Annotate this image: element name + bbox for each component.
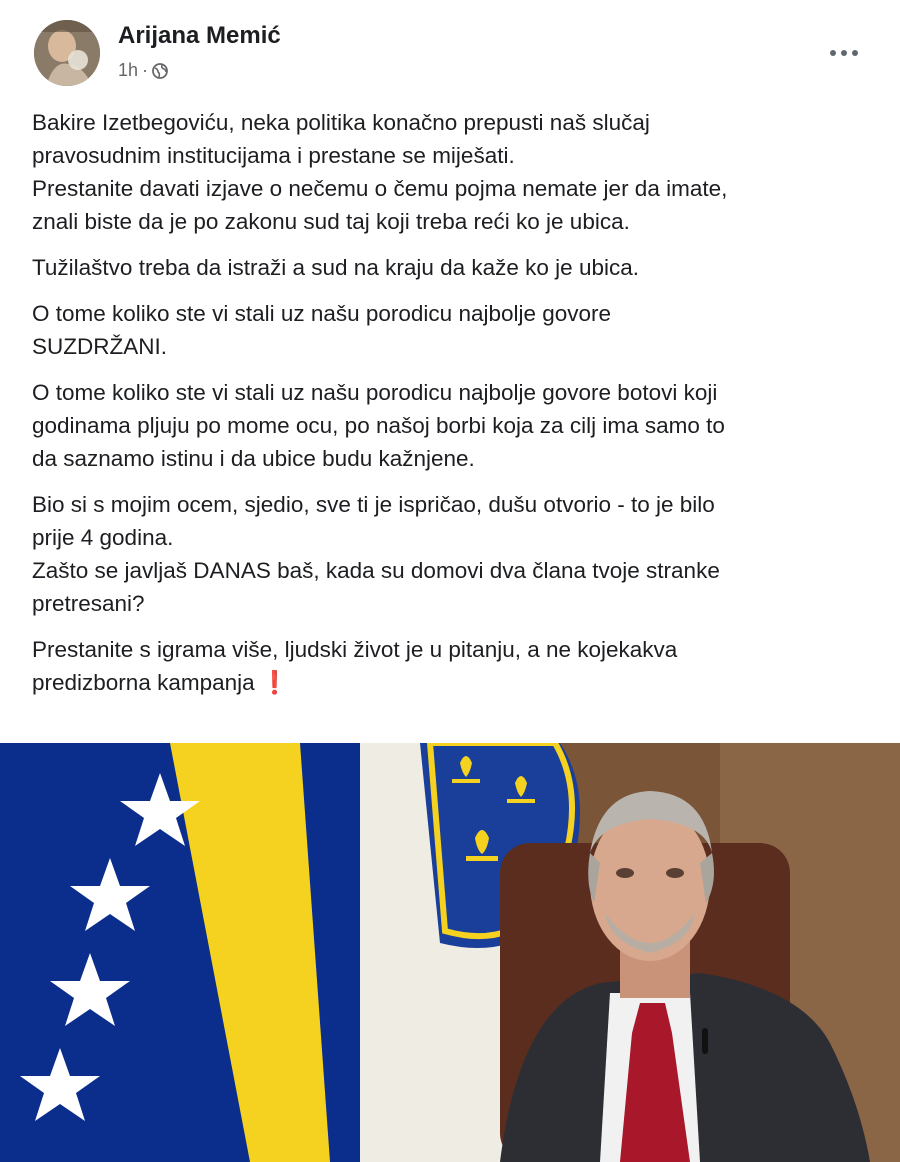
paragraph [32,297,882,363]
text-line: znali biste da je po zakonu sud taj koji treba reći ko je ubica. [32,209,630,234]
text-line: SUZDRŽANI. [32,334,167,359]
text-line: godinama pljuju po mome ocu, po našoj borbi koja za cilj ima samo to [32,413,725,438]
text-line: Prestanite s igrama više, ljudski život je u pitanju, a ne kojekakva [32,637,678,662]
text-line: Bakire Izetbegoviću, neka politika konačno prepusti naš slučaj [32,110,650,135]
author-name[interactable]: Arijana Memić [118,22,281,49]
post-time[interactable]: 1h [118,60,139,80]
post-photo[interactable] [0,743,900,1162]
more-options-icon[interactable] [824,38,864,68]
post-header [30,16,870,96]
paragraph [32,633,882,699]
post-text [32,106,882,712]
text-line: Prestanite davati izjave o nečemu o čemu pojma nemate jer da imate, [32,176,728,201]
exclamation-emoji: ❗ [260,670,289,695]
text-segment: predizborna kampanja [32,670,255,695]
paragraph [32,106,882,238]
paragraph [32,251,882,284]
text-line: Bio si s mojim ocem, sjedio, sve ti je ispričao, dušu otvorio - to je bilo [32,492,715,517]
post-meta [118,60,168,81]
meta-separator: · [142,60,149,80]
text-line: O tome koliko ste vi stali uz našu porodicu najbolje govore [32,301,612,326]
text-line: O tome koliko ste vi stali uz našu porodicu najbolje govore botovi koji [32,380,718,405]
author-avatar[interactable] [34,20,100,86]
text-line: prije 4 godina. [32,525,174,550]
text-line: Tužilaštvo treba da istraži a sud na kraju da kaže ko je ubica. [32,255,639,280]
text-line: pretresani? [32,591,145,616]
text-line: da saznamo istinu i da ubice budu kažnjene. [32,446,475,471]
text-line: pravosudnim institucijama i prestane se miješati. [32,143,515,168]
paragraph [32,488,882,620]
text-line [32,666,882,699]
globe-icon[interactable] [152,63,168,79]
text-line: Zašto se javljaš DANAS baš, kada su domovi dva člana tvoje stranke [32,558,720,583]
paragraph [32,376,882,475]
